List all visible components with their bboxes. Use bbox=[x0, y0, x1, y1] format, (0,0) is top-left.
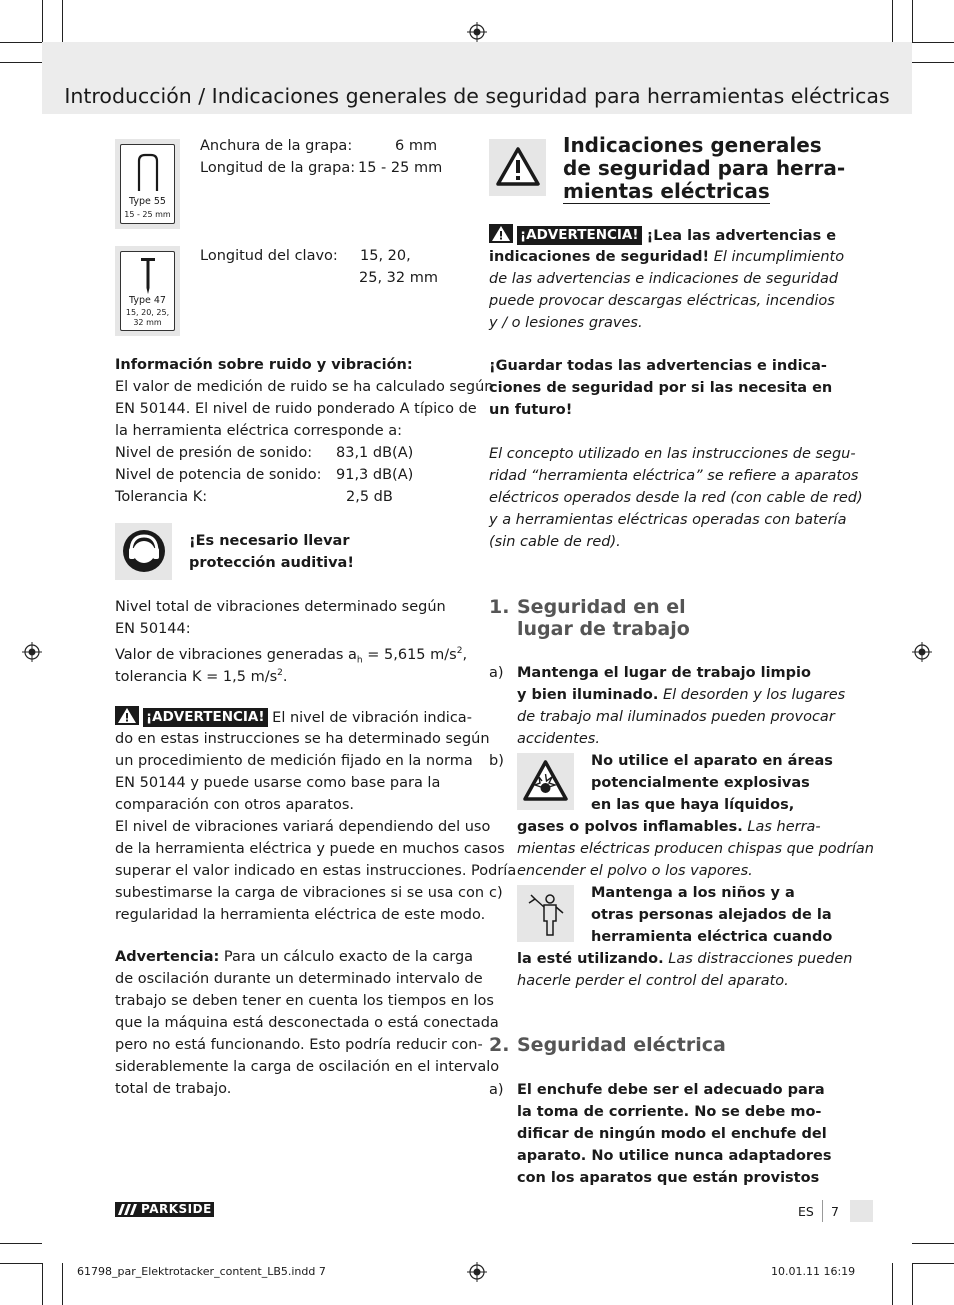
section-heading: Seguridad en el bbox=[517, 596, 686, 618]
crop-mark bbox=[62, 1263, 63, 1305]
crop-mark bbox=[0, 1243, 42, 1244]
crop-mark bbox=[62, 0, 63, 42]
registration-mark-icon bbox=[22, 642, 42, 662]
text-line: total de trabajo. bbox=[115, 1081, 232, 1097]
registration-mark-icon bbox=[467, 22, 487, 42]
crop-mark bbox=[912, 42, 954, 43]
section-title: mientas eléctricas bbox=[563, 179, 770, 203]
text-line: aparato. No utilice nunca adaptadores bbox=[517, 1148, 832, 1164]
item-text: y bien iluminado. El desorden y los lugares bbox=[517, 687, 846, 703]
crop-mark bbox=[0, 42, 42, 43]
advertencia-note-text bbox=[115, 968, 499, 1100]
text-line: ¡Guardar todas las advertencias e indica- bbox=[489, 358, 827, 374]
concept-text bbox=[489, 443, 863, 553]
language-code: ES bbox=[798, 1204, 814, 1219]
text-line: de las advertencias e indicaciones de seguridad bbox=[489, 271, 839, 287]
item-text: de trabajo mal iluminados pueden provocar bbox=[517, 709, 835, 725]
text-line: y a herramientas eléctricas operadas con batería bbox=[489, 512, 847, 528]
ear-protection-icon bbox=[121, 528, 167, 574]
text-line: ciones de seguridad por si las necesita en bbox=[489, 380, 833, 396]
section-heading: lugar de trabajo bbox=[517, 618, 690, 640]
warning-icon bbox=[115, 706, 139, 725]
page-tab bbox=[850, 1200, 873, 1222]
text-line: puede provocar descargas eléctricas, incendios bbox=[489, 293, 835, 309]
text-line: ridad “herramienta eléctrica” se refiere a aparatos bbox=[489, 468, 859, 484]
text-line: trabajo se deben tener en cuenta los tiempos en los bbox=[115, 993, 494, 1009]
nail-length-value: 25, 32 mm bbox=[359, 270, 438, 286]
print-date: 10.01.11 16:19 bbox=[771, 1265, 856, 1278]
staple-icon bbox=[133, 151, 163, 193]
type55-size: 15 - 25 mm bbox=[124, 210, 171, 219]
text-line: El concepto utilizado en las instrucciones de segu- bbox=[489, 446, 856, 462]
item-text: No utilice el aparato en áreas bbox=[591, 753, 833, 769]
vibration-tolerance: tolerancia K = 1,5 $m/s^2$. bbox=[115, 668, 288, 685]
noise-text: la herramienta eléctrica corresponde a: bbox=[115, 423, 403, 439]
tolerance-value: 2,5 dB bbox=[346, 489, 393, 505]
type47-label: Type 47 bbox=[129, 295, 166, 306]
general-warning: indicaciones de seguridad! El incumplimiento bbox=[489, 249, 845, 265]
item-text: otras personas alejados de la bbox=[591, 907, 832, 923]
item-text: encender el polvo o los vapores. bbox=[517, 863, 753, 879]
general-warning-text bbox=[489, 268, 838, 334]
section-heading: Seguridad eléctrica bbox=[517, 1034, 726, 1056]
section-number: 1. bbox=[489, 596, 510, 618]
registration-mark-icon bbox=[467, 1262, 487, 1282]
item-letter: a) bbox=[489, 665, 504, 681]
crop-mark bbox=[892, 1263, 893, 1305]
text-line: y / o lesiones graves. bbox=[489, 315, 643, 331]
item-letter: c) bbox=[489, 885, 503, 901]
nail-icon bbox=[139, 256, 157, 296]
staple-length-value: 15 - 25 mm bbox=[358, 160, 443, 176]
crop-mark bbox=[912, 62, 954, 63]
type55-label: Type 55 bbox=[129, 196, 166, 207]
text-line: eléctricos operados desde la red (con cable de red) bbox=[489, 490, 863, 506]
staple-length-label: Longitud de la grapa: bbox=[200, 160, 356, 176]
item-text: gases o polvos inflamables. Las herra- bbox=[517, 819, 821, 835]
crop-mark bbox=[42, 0, 43, 42]
advertencia-note: Advertencia: Para un cálculo exacto de la carga bbox=[115, 949, 474, 965]
text-line: do en estas instrucciones se ha determinado según bbox=[115, 731, 490, 747]
item-text: mientas eléctricas producen chispas que podrían bbox=[517, 841, 874, 857]
item-text: Mantenga a los niños y a bbox=[591, 885, 795, 901]
text-line: EN 50144 y puede usarse como base para la bbox=[115, 775, 441, 791]
parkside-logo: PARKSIDE bbox=[115, 1202, 214, 1217]
section-title: de seguridad para herra- bbox=[563, 156, 846, 180]
text-line: la toma de corriente. No se debe mo- bbox=[517, 1104, 822, 1120]
vibration-warning: ¡ADVERTENCIA! El nivel de vibración indica- bbox=[115, 706, 472, 729]
nail-type47-image bbox=[115, 246, 180, 336]
power-value: 91,3 dB(A) bbox=[336, 467, 414, 483]
text-line: El enchufe debe ser el adecuado para bbox=[517, 1082, 825, 1098]
item-text: hacerle perder el control del aparato. bbox=[517, 973, 789, 989]
crop-mark bbox=[912, 1243, 954, 1244]
noise-heading: Información sobre ruido y vibración: bbox=[115, 357, 413, 373]
item-text: Mantenga el lugar de trabajo limpio bbox=[517, 665, 811, 681]
noise-text: EN 50144. El nivel de ruido ponderado A típico de bbox=[115, 401, 477, 417]
item-letter: a) bbox=[489, 1082, 504, 1098]
item-text: la esté utilizando. Las distracciones pueden bbox=[517, 951, 853, 967]
warning-badge: ¡ADVERTENCIA! bbox=[517, 226, 642, 245]
warning-icon bbox=[489, 224, 513, 243]
noise-text: El valor de medición de ruido se ha calculado según bbox=[115, 379, 494, 395]
vibration-warning-text bbox=[115, 728, 516, 926]
section-title: Indicaciones generales bbox=[563, 133, 822, 157]
divider bbox=[822, 1200, 823, 1222]
item-text: en las que haya líquidos, bbox=[591, 797, 795, 813]
item-text: potencialmente explosivas bbox=[591, 775, 810, 791]
crop-mark bbox=[892, 0, 893, 42]
power-label: Nivel de potencia de sonido: bbox=[115, 467, 322, 483]
ear-protection-text: protección auditiva! bbox=[189, 555, 354, 571]
text-line: que la máquina está desconectada o está conectada bbox=[115, 1015, 499, 1031]
warning-triangle-image bbox=[489, 139, 546, 196]
logo-stripes-icon bbox=[118, 1204, 138, 1215]
type47-size: 15, 20, 25, bbox=[125, 308, 170, 317]
nail-length-value: 15, 20, bbox=[360, 248, 411, 264]
tolerance-label: Tolerancia K: bbox=[115, 489, 208, 505]
section-number: 2. bbox=[489, 1034, 510, 1056]
warning-triangle-icon bbox=[495, 146, 541, 188]
text-line: (sin cable de red). bbox=[489, 534, 621, 550]
crop-mark bbox=[912, 1263, 913, 1305]
item-text: herramienta eléctrica cuando bbox=[591, 929, 833, 945]
crop-mark bbox=[912, 0, 913, 42]
header-band bbox=[42, 42, 912, 114]
save-instructions bbox=[489, 355, 832, 421]
crop-mark bbox=[42, 1263, 43, 1305]
file-info: 61798_par_Elektrotacker_content_LB5.indd 7 bbox=[77, 1265, 326, 1278]
text-line: comparación con otros aparatos. bbox=[115, 797, 354, 813]
page-title: Introducción / Indicaciones generales de seguridad para herramientas eléctricas bbox=[64, 84, 890, 108]
electrical-safety-text bbox=[517, 1079, 832, 1189]
registration-mark-icon bbox=[912, 642, 932, 662]
pressure-label: Nivel de presión de sonido: bbox=[115, 445, 313, 461]
text-line: un procedimiento de medición fijado en la norma bbox=[115, 753, 473, 769]
nail-length-label: Longitud del clavo: bbox=[200, 248, 338, 264]
text-line: con los aparatos que están provistos bbox=[517, 1170, 820, 1186]
explosion-hazard-icon bbox=[522, 759, 569, 803]
page-number: 7 bbox=[831, 1204, 839, 1219]
pressure-value: 83,1 dB(A) bbox=[336, 445, 414, 461]
text-line: de la herramienta eléctrica y puede en muchos casos bbox=[115, 841, 505, 857]
text-line: regularidad la herramienta eléctrica de este modo. bbox=[115, 907, 486, 923]
vibration-text: EN 50144: bbox=[115, 621, 191, 637]
ear-protection-text: ¡Es necesario llevar bbox=[189, 533, 350, 549]
staple-width-value: 6 mm bbox=[395, 138, 438, 154]
children-away-image bbox=[517, 885, 574, 942]
vibration-value: Valor de vibraciones generadas $a_h = 5,615$ $m/s^2$, bbox=[115, 646, 468, 666]
item-letter: b) bbox=[489, 753, 504, 769]
text-line: de oscilación durante un determinado intervalo de bbox=[115, 971, 483, 987]
explosion-hazard-image bbox=[517, 753, 574, 810]
crop-mark bbox=[0, 62, 42, 63]
text-line: superar el valor indicado en estas instrucciones. Podría bbox=[115, 863, 517, 879]
text-line: pero no está funcionando. Esto podría reducir con- bbox=[115, 1037, 483, 1053]
children-away-icon bbox=[523, 889, 569, 939]
type47-size: 32 mm bbox=[133, 318, 162, 327]
text-line: siderablemente la carga de oscilación en el intervalo bbox=[115, 1059, 500, 1075]
text-line: El nivel de vibraciones variará dependiendo del uso bbox=[115, 819, 491, 835]
text-line: un futuro! bbox=[489, 402, 573, 418]
ear-protection-image bbox=[115, 523, 172, 580]
staple-width-label: Anchura de la grapa: bbox=[200, 138, 353, 154]
crop-mark bbox=[0, 1263, 42, 1264]
vibration-text: Nivel total de vibraciones determinado según bbox=[115, 599, 446, 615]
text-line: dificar de ningún modo el enchufe del bbox=[517, 1126, 827, 1142]
crop-mark bbox=[912, 1263, 954, 1264]
warning-badge: ¡ADVERTENCIA! bbox=[143, 708, 268, 727]
item-text: accidentes. bbox=[517, 731, 600, 747]
staple-type55-image bbox=[115, 139, 180, 229]
general-warning: ¡ADVERTENCIA! ¡Lea las advertencias e bbox=[489, 224, 836, 247]
text-line: subestimarse la carga de vibraciones si se usa con bbox=[115, 885, 485, 901]
